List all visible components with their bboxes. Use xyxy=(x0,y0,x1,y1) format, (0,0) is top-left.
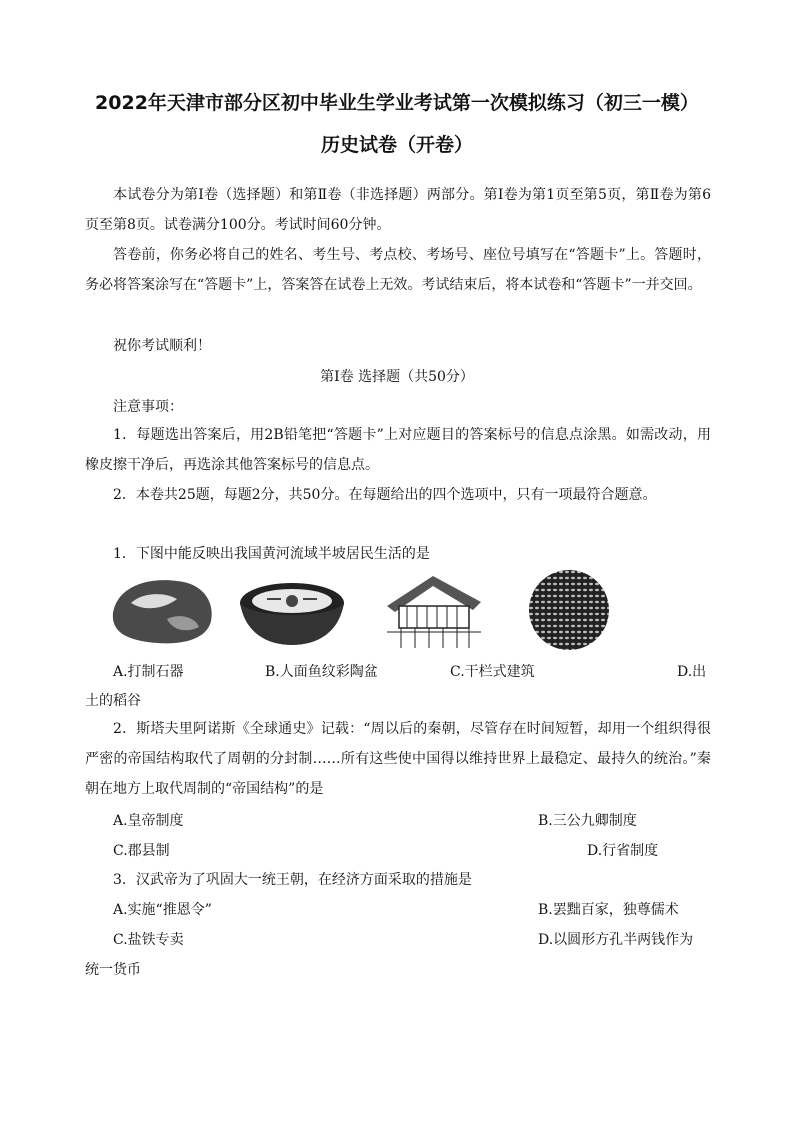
rice-grains-image xyxy=(528,569,610,651)
exam-subtitle: 历史试卷（开卷） xyxy=(320,134,473,156)
q3-option-a: A.实施“推恩令” xyxy=(113,902,212,918)
q2-stem: 2．斯塔夫里阿诺斯《全球通史》记载：“周以后的秦朝，尽管存在时间短暂，却用一个组织得很严密的帝国结构取代了周朝的分封制……所有这些使中国得以维持世界上最稳定、最持久的统治。”秦朝在地方上取代周制的“帝国结构”的是 xyxy=(85,721,711,797)
q3-stem: 3．汉武帝为了巩固大一统王朝，在经济方面采取的措施是 xyxy=(113,872,472,888)
q2-option-d: D.行省制度 xyxy=(587,843,659,859)
q1-option-a: A.打制石器 xyxy=(113,664,184,680)
stilt-house-image xyxy=(377,572,489,652)
section-heading: 第Ⅰ卷 选择题（共50分） xyxy=(320,369,474,385)
q1-option-c: C.干栏式建筑 xyxy=(450,664,535,680)
note-2: 2．本卷共25题，每题2分，共50分。在每题给出的四个选项中，只有一项最符合题意。 xyxy=(113,487,657,503)
notes-title: 注意事项： xyxy=(113,399,183,415)
q2-option-b: B.三公九卿制度 xyxy=(538,813,637,829)
q3-option-c: C.盐铁专卖 xyxy=(113,932,184,948)
exam-title: 2022年天津市部分区初中毕业生学业考试第一次模拟练习（初三一模） xyxy=(95,92,699,114)
intro-paragraph-2: 答卷前，你务必将自己的姓名、考生号、考点校、考场号、座位号填写在“答题卡”上。答题时，务必将答案涂写在“答题卡”上，答案答在试卷上无效。考试结束后，将本试卷和“答题卡”一并交回。 xyxy=(85,247,711,293)
painted-pottery-basin-image xyxy=(237,575,347,649)
q3-option-b: B.罢黜百家，独尊儒术 xyxy=(538,902,679,918)
q1-option-d: D.出 xyxy=(677,664,707,680)
q3-option-d-continued: 统一货币 xyxy=(85,962,141,978)
q2-option-c: C.郡县制 xyxy=(113,843,170,859)
q1-stem: 1．下图中能反映出我国黄河流域半坡居民生活的是 xyxy=(113,546,430,562)
q3-option-d: D.以圆形方孔半两钱作为 xyxy=(538,932,694,948)
note-1: 1．每题选出答案后，用2B铅笔把“答题卡”上对应题目的答案标号的信息点涂黑。如需改动，用橡皮擦干净后，再选涂其他答案标号的信息点。 xyxy=(85,427,711,473)
intro-paragraph-1: 本试卷分为第Ⅰ卷（选择题）和第Ⅱ卷（非选择题）两部分。第Ⅰ卷为第1页至第5页，第Ⅱ卷为第6页至第8页。试卷满分100分。考试时间60分钟。 xyxy=(85,187,711,233)
q2-option-a: A.皇帝制度 xyxy=(113,813,184,829)
q1-option-d-continued: 土的稻谷 xyxy=(85,693,141,709)
wish-text: 祝你考试顺利！ xyxy=(113,338,211,354)
q1-option-b: B.人面鱼纹彩陶盆 xyxy=(265,664,378,680)
stone-tool-image xyxy=(107,573,219,649)
